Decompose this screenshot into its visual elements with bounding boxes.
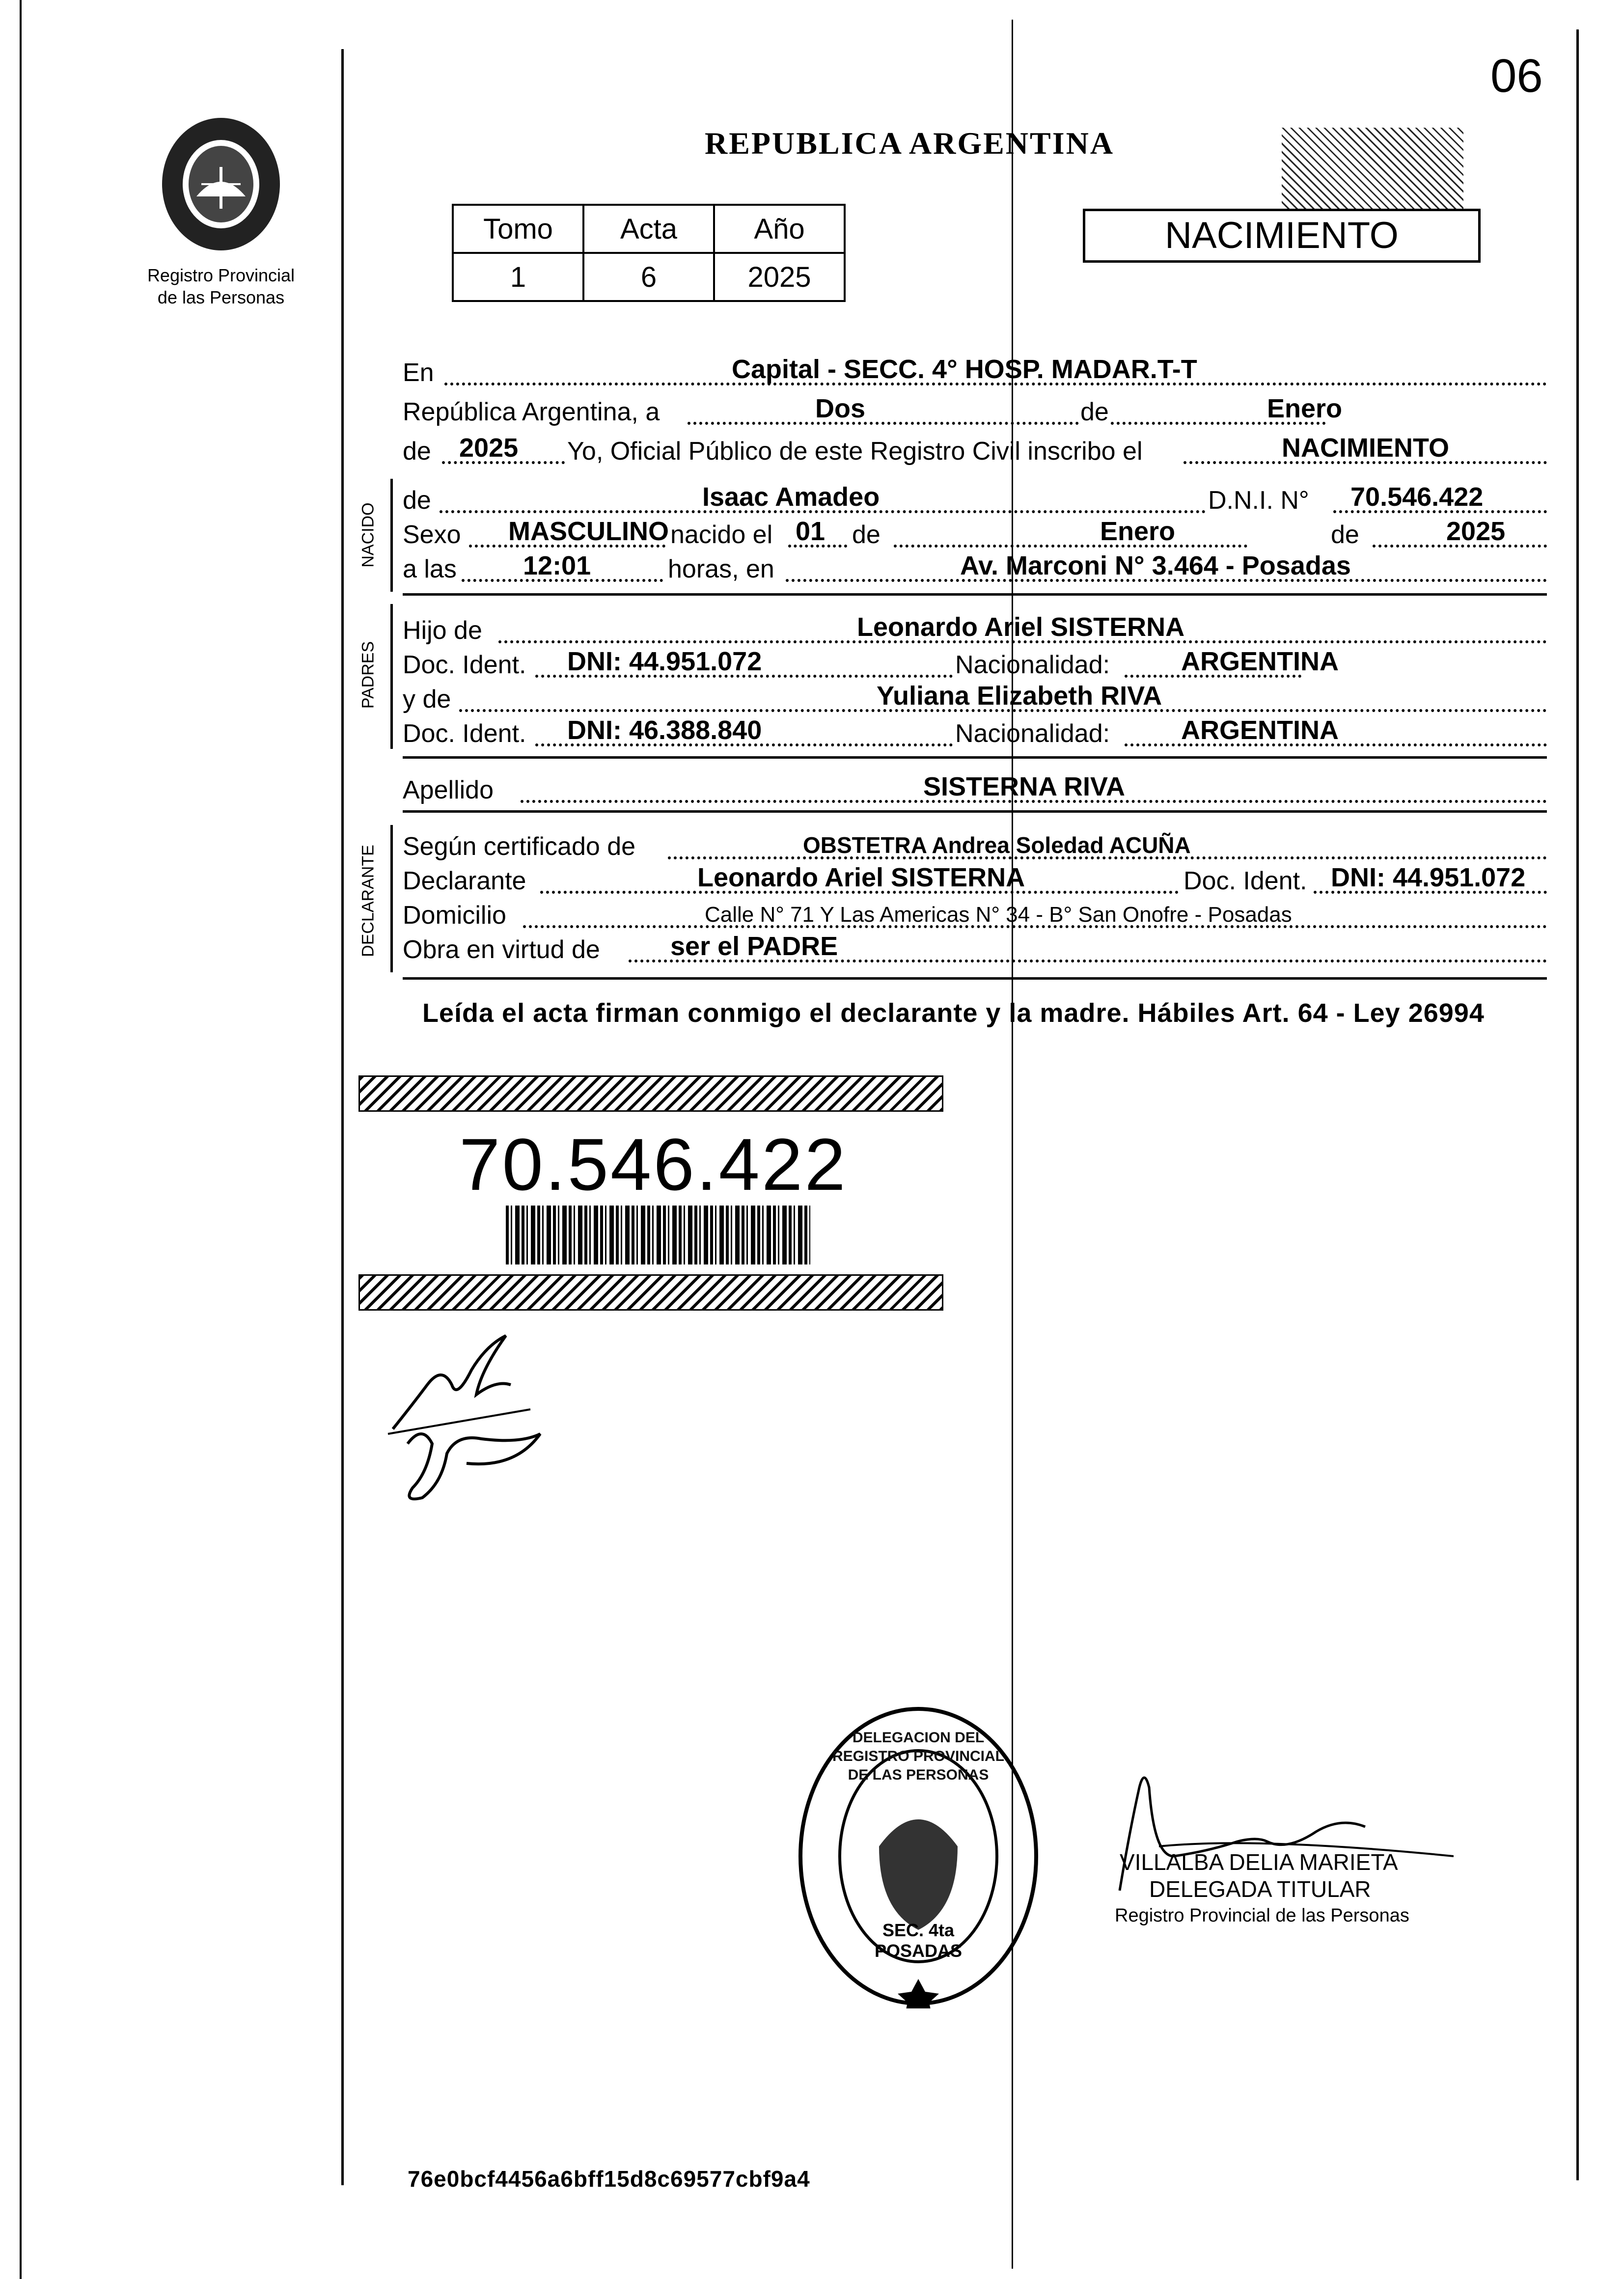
label-de-year: de (403, 437, 431, 466)
row-certificado (403, 825, 1547, 864)
page-number: 06 (1490, 50, 1543, 102)
id-number-large: 70.546.422 (459, 1123, 848, 1206)
label-mother-nat: Nacionalidad: (955, 719, 1110, 748)
value-year: 2025 (459, 433, 519, 463)
value-declarante: Leonardo Ariel SISTERNA (697, 863, 1025, 892)
label-a-las: a las (403, 555, 457, 583)
act-type-box: NACIMIENTO (1083, 209, 1481, 263)
value-mother-name: Yuliana Elizabeth RIVA (877, 681, 1162, 711)
closing-text: Leída el acta firman conmigo el declarante y la madre. Hábiles Art. 64 - Ley 26994 (422, 998, 1485, 1028)
row-officer (403, 430, 1547, 469)
official-name: VILLALBA DELIA MARIETA (1120, 1849, 1398, 1875)
value-place-of-registration: Capital - SECC. 4° HOSP. MADAR.T-T (732, 355, 1197, 384)
official-office: Registro Provincial de las Personas (1115, 1905, 1409, 1926)
logo-caption-1: Registro Provincial (147, 265, 295, 285)
left-margin-line (20, 0, 22, 2279)
value-child-dni: 70.546.422 (1350, 482, 1484, 512)
divider-nacido (403, 593, 1547, 596)
table-header-acta: Acta (583, 205, 714, 253)
officer-text: Yo, Oficial Público de este Registro Civil inscribo el (567, 437, 1143, 466)
document-hash: 76e0bcf4456a6bff15d8c69577cbf9a4 (408, 2166, 810, 2192)
label-obra: Obra en virtud de (403, 935, 600, 964)
label-mother-doc: Doc. Ident. (403, 719, 526, 748)
section-label-padres: PADRES (358, 641, 378, 709)
table-header-tomo: Tomo (453, 205, 583, 253)
reference-table (452, 204, 846, 302)
row-mother-doc (403, 712, 1547, 751)
row-father-doc (403, 643, 1547, 683)
value-surname: SISTERNA RIVA (923, 772, 1126, 801)
security-pattern (1282, 128, 1463, 211)
label-y-de: y de (403, 685, 451, 714)
label-nacido-el: nacido el (670, 521, 773, 549)
value-birth-year: 2025 (1446, 517, 1506, 546)
value-mother-doc: DNI: 46.388.840 (567, 715, 762, 745)
security-band-top (358, 1075, 943, 1112)
value-day: Dos (815, 394, 866, 423)
table-value-anio: 2025 (714, 253, 845, 301)
value-certificado: OBSTETRA Andrea Soledad ACUÑA (803, 832, 1191, 858)
divider-declarante (403, 977, 1547, 980)
row-republic (403, 390, 1547, 430)
row-apellido (403, 769, 1547, 808)
value-mother-nat: ARGENTINA (1181, 715, 1339, 745)
row-declarante (403, 859, 1547, 899)
official-role: DELEGADA TITULAR (1149, 1876, 1371, 1902)
row-nacido-time (403, 548, 1547, 587)
label-horas-en: horas, en (668, 555, 774, 583)
country-title: REPUBLICA ARGENTINA (705, 126, 1115, 161)
padres-bracket (390, 604, 393, 749)
table-value-tomo: 1 (453, 253, 583, 301)
label-father-doc: Doc. Ident. (403, 651, 526, 679)
table-header-anio: Año (714, 205, 845, 253)
row-en (403, 351, 1547, 390)
declarante-bracket (390, 825, 393, 972)
value-father-doc: DNI: 44.951.072 (567, 647, 762, 676)
security-band-bottom (358, 1274, 943, 1311)
label-declarante-doc: Doc. Ident. (1184, 867, 1307, 895)
value-sex: MASCULINO (508, 517, 669, 546)
table-value-acta: 6 (583, 253, 714, 301)
inner-left-rule (341, 49, 344, 2185)
province-logo (152, 110, 290, 258)
label-hijo-de: Hijo de (403, 616, 482, 645)
value-hour: 12:01 (523, 551, 591, 580)
stamp-ring-text: DELEGACION DEL REGISTRO PROVINCIAL DE LAS PERSONAS (832, 1730, 1005, 1783)
value-birth-month: Enero (1100, 517, 1176, 546)
value-father-name: Leonardo Ariel SISTERNA (857, 612, 1185, 642)
label-certificado: Según certificado de (403, 832, 636, 861)
label-father-nat: Nacionalidad: (955, 651, 1110, 679)
value-birth-place: Av. Marconi N° 3.464 - Posadas (960, 551, 1351, 580)
label-de-month: de (852, 521, 881, 549)
stamp-inner-text: SEC. 4ta POSADAS (874, 1920, 963, 1961)
value-child-name: Isaac Amadeo (702, 482, 880, 512)
row-domicilio (403, 894, 1547, 933)
divider-apellido (403, 810, 1547, 813)
label-apellido: Apellido (403, 776, 494, 804)
label-de: de (1080, 398, 1109, 426)
value-birth-day: 01 (796, 517, 826, 546)
row-mother (403, 678, 1547, 717)
value-father-nat: ARGENTINA (1181, 647, 1339, 676)
right-margin-rule (1576, 29, 1579, 2180)
value-declarante-doc: DNI: 44.951.072 (1331, 863, 1526, 892)
label-declarante: Declarante (403, 867, 526, 895)
value-act: NACIMIENTO (1282, 433, 1450, 463)
label-domicilio: Domicilio (403, 901, 506, 930)
province-seal-icon (152, 110, 290, 258)
nacido-bracket (390, 479, 393, 592)
section-label-nacido: NACIDO (358, 502, 378, 568)
label-de-name: de (403, 486, 431, 515)
label-de-birth-year: de (1331, 521, 1359, 549)
signature-declarant (393, 1414, 555, 1512)
label-en: En (403, 358, 434, 387)
value-domicilio: Calle N° 71 Y Las Americas N° 34 - B° San Onofre - Posadas (705, 903, 1292, 927)
row-obra (403, 928, 1547, 967)
row-nacido-sex (403, 513, 1547, 552)
label-sexo: Sexo (403, 521, 461, 549)
value-month: Enero (1267, 394, 1343, 423)
barcode (506, 1206, 810, 1264)
row-father (403, 609, 1547, 648)
logo-caption-2: de las Personas (157, 287, 285, 307)
value-obra: ser el PADRE (670, 932, 838, 961)
divider-padres (403, 756, 1547, 759)
label-republic: República Argentina, a (403, 398, 660, 426)
label-dni: D.N.I. N° (1208, 486, 1309, 515)
section-label-declarante: DECLARANTE (358, 845, 378, 957)
row-nacido-name (403, 479, 1547, 518)
